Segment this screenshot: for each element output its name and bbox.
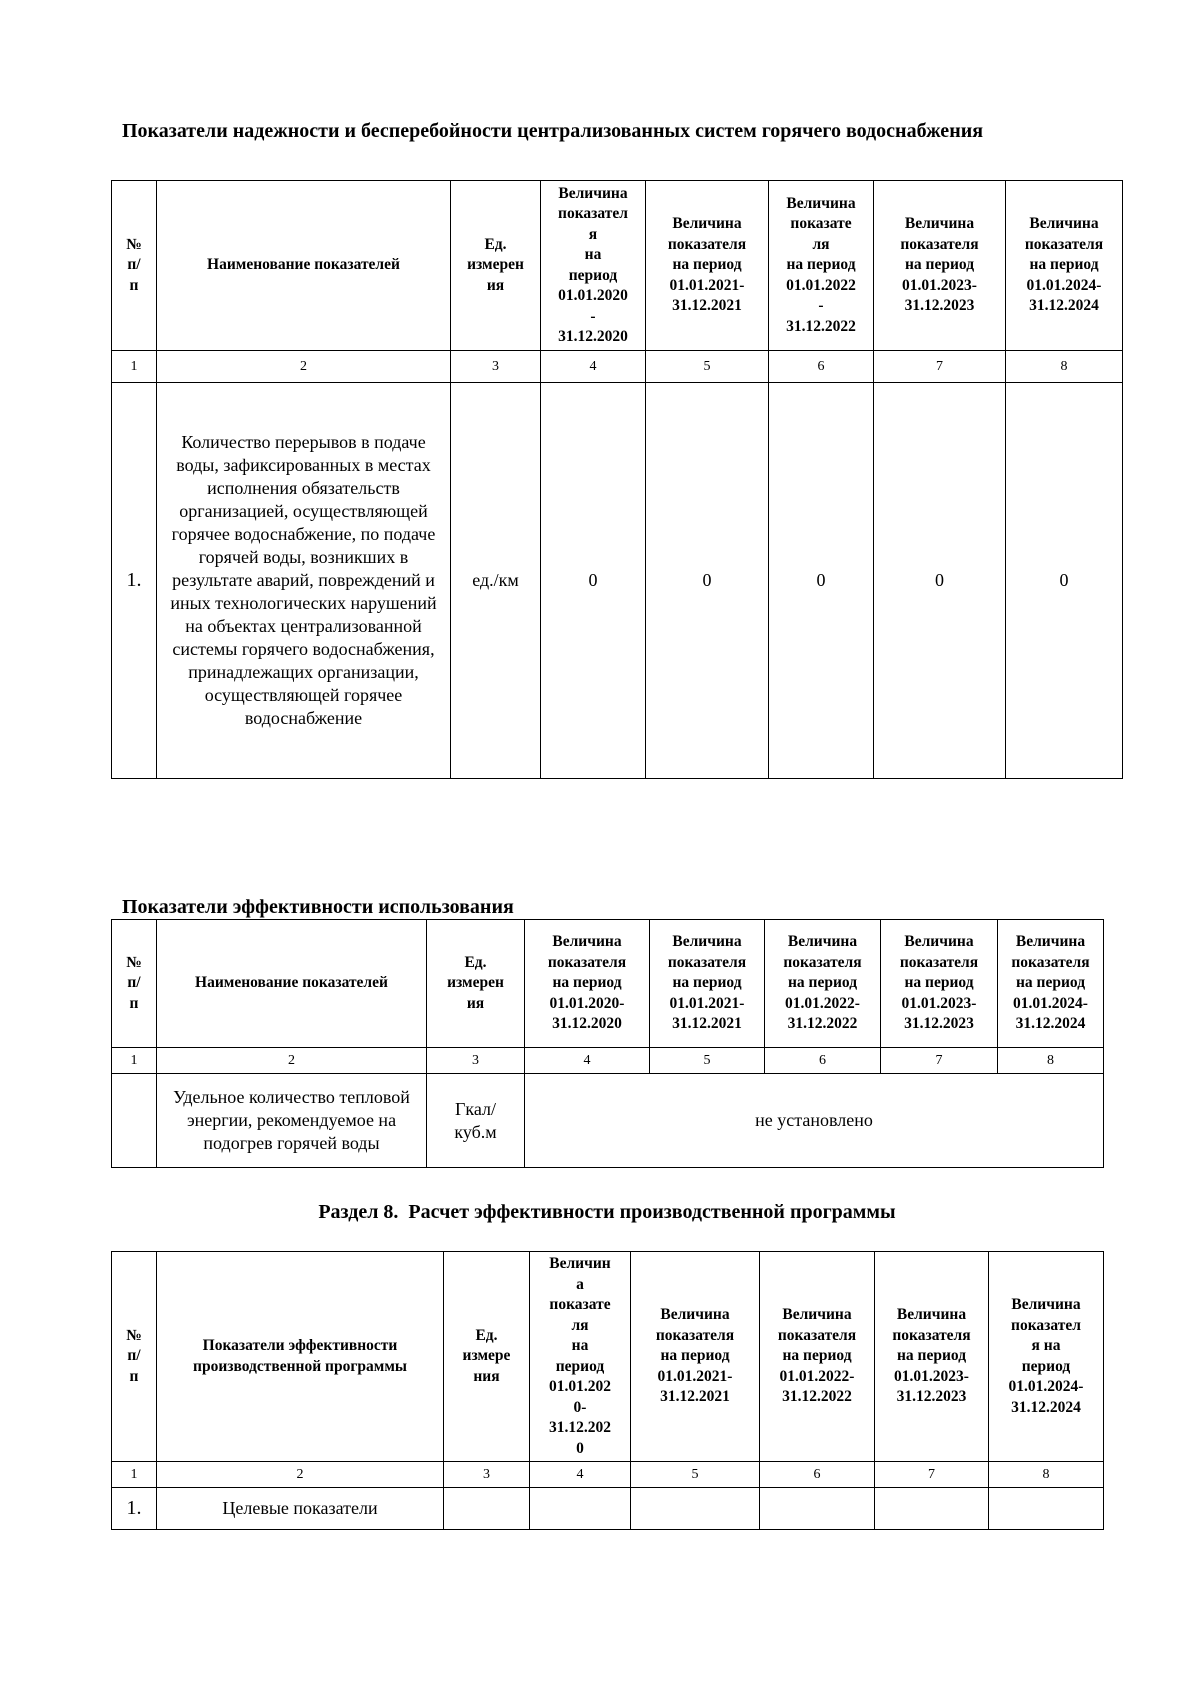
column-number: 4	[530, 1462, 631, 1488]
header-number: № п/ п	[112, 181, 157, 351]
header-period-2023: Величина показателя на период 01.01.2023- 31.12.2023	[874, 181, 1006, 351]
column-number: 7	[881, 1048, 998, 1074]
header-period-2024: Величина показател я на период 01.01.2024- 31.12.2024	[989, 1252, 1104, 1462]
column-number: 1	[112, 351, 157, 383]
indicator-name: Удельное количество тепловой энергии, рекомендуемое на подогрев горячей воды	[157, 1074, 427, 1168]
column-number: 6	[769, 351, 874, 383]
header-period-2022: Величина показателя на период 01.01.2022- 31.12.2022	[760, 1252, 875, 1462]
header-period-2021: Величина показателя на период 01.01.2021- 31.12.2021	[631, 1252, 760, 1462]
column-number: 1	[112, 1462, 157, 1488]
row-number	[112, 1074, 157, 1168]
column-number: 3	[444, 1462, 530, 1488]
column-number: 7	[875, 1462, 989, 1488]
column-number: 2	[157, 351, 451, 383]
section3-title: Раздел 8. Расчет эффективности производственной программы	[318, 1201, 896, 1223]
table-header-row	[112, 920, 1104, 1048]
header-unit: Ед. измере ния	[444, 1252, 530, 1462]
column-number: 2	[157, 1462, 444, 1488]
header-unit: Ед. измерен ия	[427, 920, 525, 1048]
header-period-2024: Величина показателя на период 01.01.2024- 31.12.2024	[1006, 181, 1123, 351]
efficiency-usage-table	[111, 919, 1104, 1168]
column-number: 5	[646, 351, 769, 383]
column-number: 8	[1006, 351, 1123, 383]
header-period-2020: Величин а показате ля на период 01.01.202 0- 31.12.202 0	[530, 1252, 631, 1462]
indicator-name: Количество перерывов в подаче воды, зафиксированных в местах исполнения обязательств организацией, осуществляющей горячее водоснабжение, по подаче горячей воды, возникших в результате аварий, повреждений и иных технологических нарушений на объектах централизованной системы горячего водоснабжения, принадлежащих организации, осуществляющей горячее водоснабжение	[157, 383, 451, 779]
value-2020: 0	[541, 383, 646, 779]
column-number: 1	[112, 1048, 157, 1074]
column-number-row	[112, 1462, 1104, 1488]
value-2023	[875, 1488, 989, 1530]
header-period-2020: Величина показател я на период 01.01.2020 - 31.12.2020	[541, 181, 646, 351]
value-2024	[989, 1488, 1104, 1530]
value-2022	[760, 1488, 875, 1530]
table-header-row	[112, 1252, 1104, 1462]
header-period-2023: Величина показателя на период 01.01.2023- 31.12.2023	[875, 1252, 989, 1462]
section1-title: Показатели надежности и бесперебойности централизованных систем горячего водоснабжения	[122, 120, 984, 142]
table-row	[112, 1074, 1104, 1168]
header-number: № п/ п	[112, 1252, 157, 1462]
column-number: 5	[631, 1462, 760, 1488]
value-2022: 0	[769, 383, 874, 779]
indicator-unit: ед./км	[451, 383, 541, 779]
indicator-unit: Гкал/ куб.м	[427, 1074, 525, 1168]
column-number: 8	[998, 1048, 1104, 1074]
value-2021: 0	[646, 383, 769, 779]
header-period-2024: Величина показателя на период 01.01.2024- 31.12.2024	[998, 920, 1104, 1048]
column-number: 5	[650, 1048, 765, 1074]
column-number: 4	[541, 351, 646, 383]
section2-title: Показатели эффективности использования	[122, 896, 514, 918]
table-row	[112, 1488, 1104, 1530]
header-period-2022: Величина показателя на период 01.01.2022- 31.12.2022	[765, 920, 881, 1048]
value-2023: 0	[874, 383, 1006, 779]
header-period-2020: Величина показателя на период 01.01.2020- 31.12.2020	[525, 920, 650, 1048]
column-number-row	[112, 1048, 1104, 1074]
table-header-row	[112, 181, 1123, 351]
header-period-2022: Величина показате ля на период 01.01.2022 - 31.12.2022	[769, 181, 874, 351]
header-number: № п/ п	[112, 920, 157, 1048]
row-number: 1.	[112, 1488, 157, 1530]
column-number: 6	[760, 1462, 875, 1488]
header-name: Наименование показателей	[157, 181, 451, 351]
column-number-row	[112, 351, 1123, 383]
column-number: 2	[157, 1048, 427, 1074]
reliability-table	[111, 180, 1123, 779]
table-row	[112, 383, 1123, 779]
column-number: 3	[427, 1048, 525, 1074]
row-number: 1.	[112, 383, 157, 779]
value-2021	[631, 1488, 760, 1530]
column-number: 6	[765, 1048, 881, 1074]
column-number: 8	[989, 1462, 1104, 1488]
column-number: 7	[874, 351, 1006, 383]
column-number: 3	[451, 351, 541, 383]
column-number: 4	[525, 1048, 650, 1074]
value-2024: 0	[1006, 383, 1123, 779]
header-name: Показатели эффективности производственной программы	[157, 1252, 444, 1462]
indicator-name: Целевые показатели	[157, 1488, 444, 1530]
header-name: Наименование показателей	[157, 920, 427, 1048]
header-unit: Ед. измерен ия	[451, 181, 541, 351]
header-period-2021: Величина показателя на период 01.01.2021- 31.12.2021	[650, 920, 765, 1048]
header-period-2021: Величина показателя на период 01.01.2021- 31.12.2021	[646, 181, 769, 351]
value-2020	[530, 1488, 631, 1530]
indicator-unit	[444, 1488, 530, 1530]
value-not-set: не установлено	[525, 1074, 1104, 1168]
header-period-2023: Величина показателя на период 01.01.2023- 31.12.2023	[881, 920, 998, 1048]
production-program-efficiency-table	[111, 1251, 1104, 1530]
